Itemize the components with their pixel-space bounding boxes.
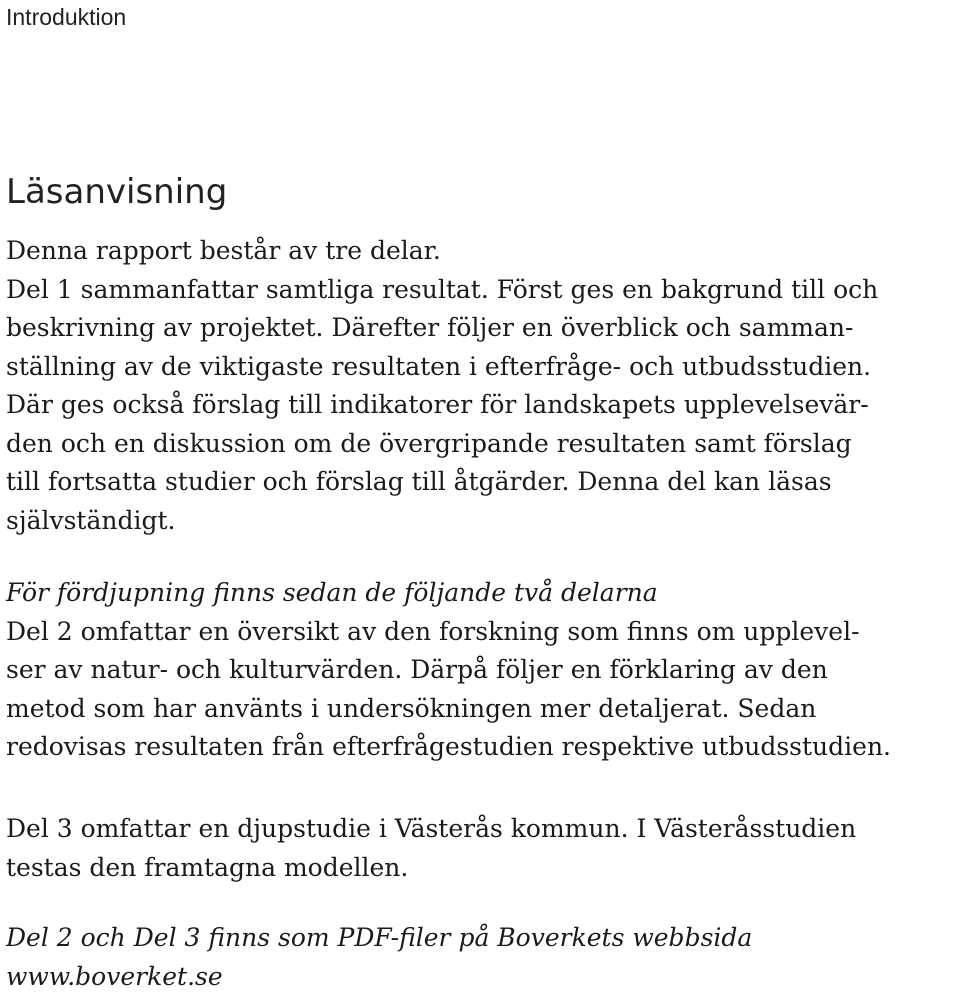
part-2-description bbox=[6, 574, 956, 767]
text-line: metod som har använts i undersökningen mer detaljerat. Sedan bbox=[6, 693, 817, 723]
part-3-description bbox=[6, 810, 956, 887]
text-line: den och en diskussion om de övergripande resultaten samt förslag bbox=[6, 428, 852, 458]
part-1-description bbox=[6, 232, 956, 540]
pdf-availability-note bbox=[6, 919, 956, 996]
running-header: Introduktion bbox=[6, 4, 127, 30]
text-line: ställning av de viktigaste resultaten i efterfråge- och utbudsstudien. bbox=[6, 351, 872, 381]
report-intro-line: Denna rapport består av tre delar. bbox=[6, 236, 441, 265]
pdf-note-text: Del 2 och Del 3 finns som PDF-filer på Boverkets webbsida bbox=[6, 923, 753, 952]
boverket-website-link[interactable]: www.boverket.se bbox=[6, 961, 223, 991]
text-line: Del 3 omfattar en djupstudie i Västerås kommun. I Västeråsstudien bbox=[6, 814, 857, 843]
text-line: redovisas resultaten från efterfrågestudien respektive utbudsstudien. bbox=[6, 732, 891, 761]
text-line: Där ges också förslag till indikatorer för landskapets upplevelsevär- bbox=[6, 390, 869, 419]
text-line: till fortsatta studier och förslag till åtgärder. Denna del kan läsas bbox=[6, 467, 832, 496]
text-line: självständigt. bbox=[6, 505, 176, 535]
text-line: testas den framtagna modellen. bbox=[6, 852, 409, 882]
section-title: Läsanvisning bbox=[6, 172, 228, 212]
text-line: Del 2 omfattar en översikt av den forskning som finns om upplevel- bbox=[6, 616, 860, 646]
text-line: Del 1 sammanfattar samtliga resultat. Först ges en bakgrund till och bbox=[6, 274, 879, 304]
text-line: ser av natur- och kulturvärden. Därpå följer en förklaring av den bbox=[6, 655, 828, 684]
deepening-intro: För fördjupning finns sedan de följande två delarna bbox=[6, 578, 658, 607]
text-line: beskrivning av projektet. Därefter följer en överblick och samman- bbox=[6, 313, 854, 342]
